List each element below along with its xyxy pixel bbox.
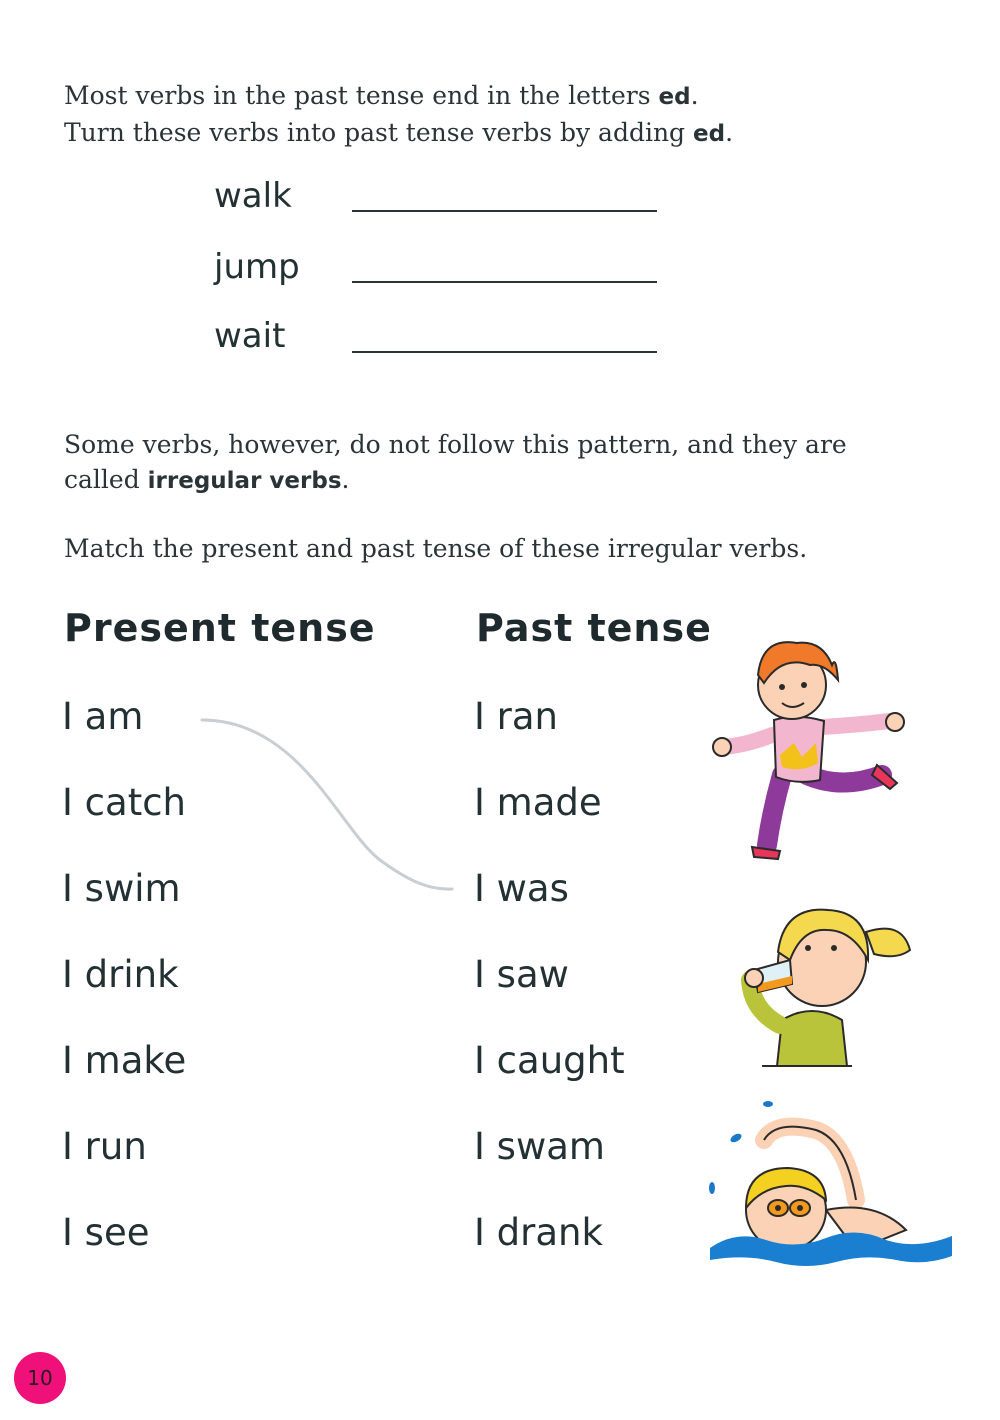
past-verb-saw[interactable]: I saw (474, 953, 569, 996)
past-verb-drank[interactable]: I drank (474, 1211, 603, 1254)
present-verb-drink[interactable]: I drink (62, 953, 179, 996)
past-tense-heading: Past tense (476, 606, 712, 650)
swimming-boy-icon (706, 1100, 956, 1270)
present-verb-swim[interactable]: I swim (62, 867, 181, 910)
intro-line-1-end: . (690, 81, 699, 110)
past-verb-caught[interactable]: I caught (474, 1039, 625, 1082)
past-verb-was[interactable]: I was (474, 867, 569, 910)
past-verb-ran[interactable]: I ran (474, 695, 559, 738)
present-verb-run[interactable]: I run (62, 1125, 147, 1168)
intro-line-2-end: . (725, 118, 734, 147)
intro-line-2-bold: ed (693, 121, 726, 147)
present-verb-make[interactable]: I make (62, 1039, 187, 1082)
past-verb-made[interactable]: I made (474, 781, 602, 824)
match-line-path (202, 720, 452, 889)
intro-line-1-bold: ed (658, 84, 691, 110)
present-verb-catch[interactable]: I catch (62, 781, 186, 824)
present-tense-heading: Present tense (64, 606, 376, 650)
intro-line-2-text: Turn these verbs into past tense verbs by adding (64, 118, 694, 147)
irregular-line-1: Some verbs, however, do not follow this pattern, and they are (64, 430, 847, 459)
irregular-line-2-bold: irregular verbs (147, 468, 342, 494)
match-instruction: Match the present and past tense of these irregular verbs. (64, 534, 808, 563)
page-number-badge: 10 (14, 1352, 66, 1404)
irregular-line-2-text: called (64, 465, 148, 494)
intro-line-1-text: Most verbs in the past tense end in the letters (64, 81, 659, 110)
past-verb-swam[interactable]: I swam (474, 1125, 605, 1168)
running-boy-icon (712, 625, 912, 865)
irregular-line-2-end: . (341, 465, 350, 494)
present-verb-see[interactable]: I see (62, 1211, 150, 1254)
fill-word-wait: wait (214, 316, 286, 356)
fill-word-walk: walk (214, 176, 292, 216)
fill-word-jump: jump (214, 247, 300, 287)
drinking-girl-icon (732, 890, 922, 1070)
present-verb-am[interactable]: I am (62, 695, 144, 738)
